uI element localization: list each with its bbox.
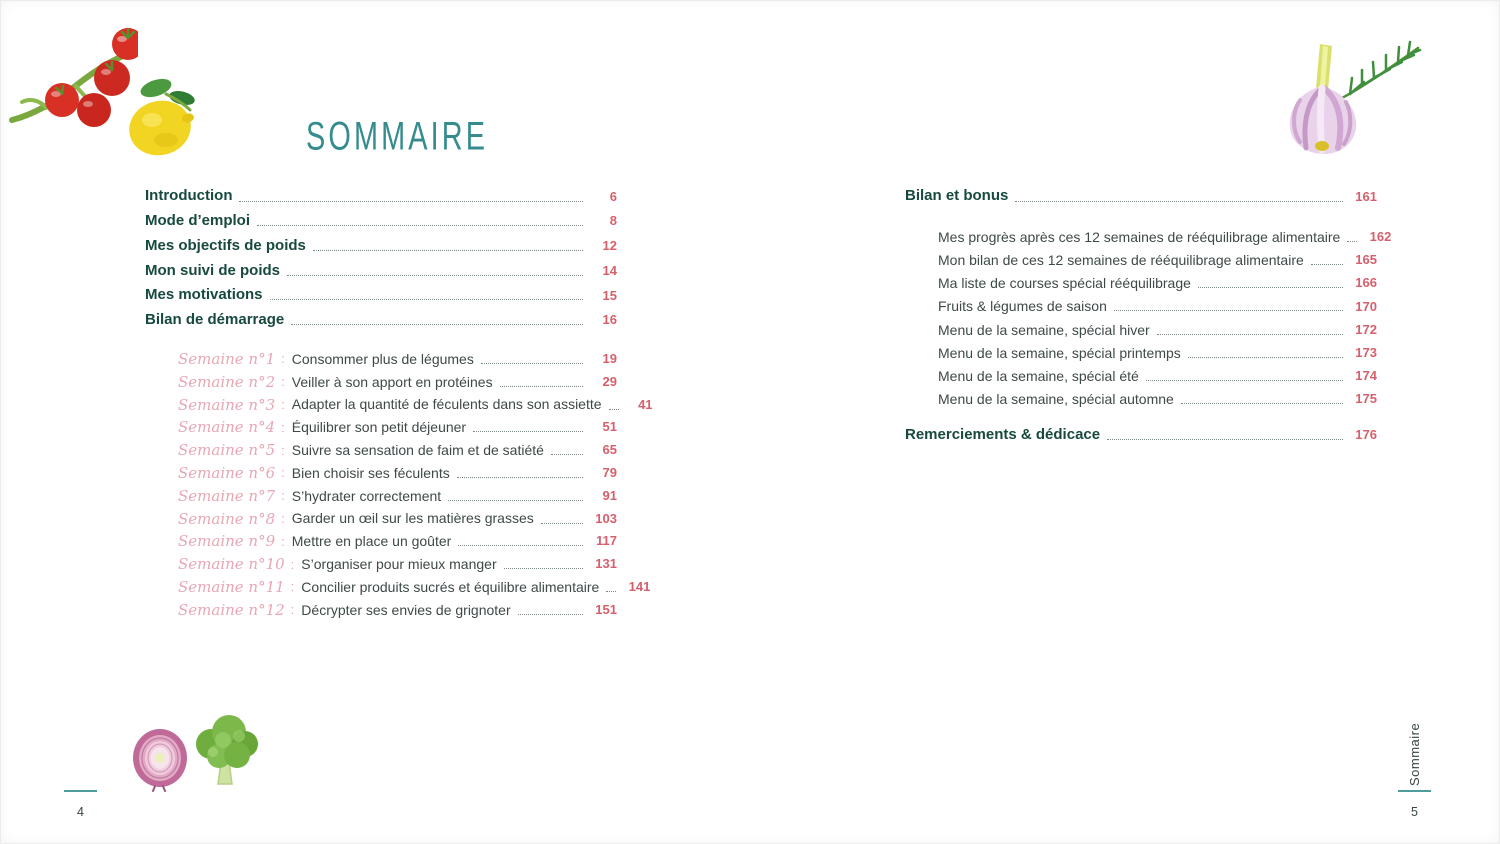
toc-entry-page-number: 174 [1355,368,1377,384]
toc-entry-page-number: 131 [595,556,617,572]
week-script-label: Semaine n°4 [178,418,276,437]
toc-entry [905,291,1377,314]
toc-top-entries [145,180,617,328]
toc-entry [145,254,617,279]
toc-entry-page-number: 176 [1355,426,1377,442]
toc-entry-label: S’hydrater correctement [291,487,442,504]
toc-entry [905,384,1377,407]
dotted-leader [1107,439,1343,440]
toc-entry-page-number: 19 [602,350,617,366]
toc-week-entry [145,572,651,596]
toc-entry-page-number: 12 [602,238,617,254]
toc-entry-label: Veiller à son apport en protéines [291,373,493,390]
week-separator: : [281,488,285,504]
toc-entry-page-number: 29 [602,373,617,389]
dotted-leader [1188,357,1343,358]
toc-week-entry [145,458,617,481]
week-script-label: Semaine n°12 [178,600,285,619]
toc-entry-label: Bilan de démarrage [145,310,285,328]
dotted-leader [518,614,583,615]
dotted-leader [239,201,583,202]
toc-right-column [905,180,1392,443]
toc-entry-label: Adapter la quantité de féculents dans son assiette [291,396,602,413]
toc-entry [905,338,1377,361]
toc-entry-page-number: 166 [1355,275,1377,291]
dotted-leader [481,363,583,364]
week-script-label: Semaine n°2 [178,372,276,391]
right-folio-number: 5 [1411,805,1418,819]
dotted-leader [551,454,583,455]
toc-entry-page-number: 172 [1355,321,1377,337]
week-separator: : [281,419,285,435]
dotted-leader [1157,334,1343,335]
toc-week-entry [145,595,617,618]
toc-entry [145,303,617,328]
toc-entry-page-number: 175 [1355,391,1377,407]
toc-entry-page-number: 162 [1369,228,1392,244]
week-script-label: Semaine n°10 [178,555,285,574]
dotted-leader [287,275,583,276]
lemon-illustration [114,68,208,167]
toc-entry-label: Suivre sa sensation de faim et de satiété [291,442,544,459]
dotted-leader [1347,241,1357,242]
toc-entry-page-number: 14 [602,262,617,278]
toc-entry-page-number: 15 [602,287,617,303]
week-separator: : [281,374,285,390]
dotted-leader [270,299,583,300]
toc-entry-label: Fruits & légumes de saison [938,298,1107,315]
week-script-label: Semaine n°7 [178,486,276,505]
toc-closing-entry [905,418,1377,443]
toc-entry-page-number: 173 [1355,344,1377,360]
toc-entry-label: Mettre en place un goûter [291,533,452,550]
toc-entry-page-number: 51 [602,419,617,435]
dotted-leader [1015,201,1343,202]
toc-entry-label: Bien choisir ses féculents [291,464,450,481]
toc-entry-label: Mon bilan de ces 12 semaines de rééquilibrage alimentaire [938,251,1304,268]
toc-week-entry [145,504,617,527]
toc-entry-label: Menu de la semaine, spécial hiver [938,321,1150,338]
left-folio-number: 4 [77,805,84,819]
week-separator: : [290,602,295,618]
toc-week-entry [145,367,617,390]
toc-entry-label: Décrypter ses envies de grignoter [301,601,511,618]
dotted-leader [448,500,583,501]
toc-entry-label: Concilier produits sucrés et équilibre alimentaire [301,578,600,595]
week-script-label: Semaine n°9 [178,532,276,551]
toc-entry [145,229,617,254]
dotted-leader [291,324,583,325]
toc-entry-page-number: 151 [595,601,617,617]
toc-entry-page-number: 141 [628,578,651,594]
toc-entry-page-number: 16 [602,312,617,328]
toc-entry-page-number: 41 [638,396,653,412]
toc-week-entry [145,344,617,367]
toc-entry-page-number: 117 [596,533,617,549]
toc-week-entry [145,435,617,458]
toc-entry [905,314,1377,337]
toc-entry-label: Introduction [145,187,233,205]
toc-entry-label: Mode d’emploi [145,212,250,230]
toc-entry-label: Mes motivations [145,286,263,304]
week-separator: : [281,396,285,412]
red-onion-illustration [129,724,191,797]
toc-entry-label: Menu de la semaine, spécial printemps [938,344,1181,361]
dotted-leader [458,545,583,546]
toc-entry-label: Mon suivi de poids [145,261,281,279]
broccoli-illustration [187,708,265,793]
toc-entry-label: Mes progrès après ces 12 semaines de rééquilibrage alimentaire [938,228,1341,245]
toc-left-column [145,180,653,619]
toc-entry-label: S’organiser pour mieux manger [301,556,497,572]
week-separator: : [290,579,295,595]
toc-entry-page-number: 161 [1355,188,1377,204]
week-script-label: Semaine n°1 [178,349,276,368]
dotted-leader [1114,310,1343,311]
dotted-leader [606,591,616,592]
toc-entry [145,205,617,230]
toc-week-entry [145,549,617,572]
dotted-leader [541,523,583,524]
toc-entry-label: Garder un œil sur les matières grasses [291,510,534,527]
toc-entry-page-number: 79 [602,464,617,480]
week-separator: : [290,556,295,572]
dotted-leader [504,568,583,569]
toc-week-entry [145,481,617,504]
dotted-leader [457,477,583,478]
toc-week-entries [145,344,653,619]
toc-entry-label: Menu de la semaine, spécial automne [938,391,1174,408]
week-separator: : [281,465,285,481]
dotted-leader [1146,380,1343,381]
toc-entry [905,361,1377,384]
toc-entry-label: Consommer plus de légumes [291,350,474,367]
week-separator: : [281,351,285,367]
left-folio-rule [64,790,97,792]
side-tab-label: Sommaire [1407,722,1422,786]
toc-week-entry [145,390,653,414]
week-separator: : [281,442,285,458]
garlic-illustration [1280,42,1366,163]
week-script-label: Semaine n°5 [178,441,276,460]
toc-entry [145,180,617,205]
toc-entry-label: Ma liste de courses spécial rééquilibrage [938,275,1191,292]
toc-entry-label: Équilibrer son petit déjeuner [291,419,467,436]
toc-entry-page-number: 65 [602,442,617,458]
toc-section-header [905,180,1377,205]
dotted-leader [313,250,583,251]
week-script-label: Semaine n°11 [178,577,285,596]
week-separator: : [281,510,285,526]
right-folio-rule [1398,790,1431,792]
dotted-leader [1198,287,1343,288]
dotted-leader [1311,264,1343,265]
toc-entry-page-number: 8 [609,213,617,229]
dotted-leader [1181,403,1343,404]
toc-entry-page-number: 165 [1355,252,1377,268]
toc-entry [145,279,617,304]
toc-week-entry [145,527,617,550]
dotted-leader [500,386,583,387]
toc-entry-page-number: 91 [602,487,617,503]
page-title: SOMMAIRE [306,114,489,159]
toc-entry-label: Menu de la semaine, spécial été [938,367,1139,384]
toc-entry [905,245,1377,268]
toc-entry [905,268,1377,291]
toc-entry [905,222,1392,245]
week-separator: : [281,533,285,549]
week-script-label: Semaine n°3 [178,395,276,414]
toc-entry-page-number: 6 [609,188,617,204]
toc-entry-page-number: 103 [595,510,617,526]
week-script-label: Semaine n°6 [178,463,276,482]
toc-entry-label: Mes objectifs de poids [145,236,306,254]
toc-entry-label: Remerciements & dédicace [905,425,1101,443]
week-script-label: Semaine n°8 [178,509,276,528]
toc-entry-page-number: 170 [1355,298,1377,314]
dotted-leader [473,431,583,432]
toc-bonus-entries [905,222,1392,408]
toc-entry-label: Bilan et bonus [905,187,1009,205]
dotted-leader [609,409,619,410]
toc-week-entry [145,413,617,436]
dotted-leader [257,225,583,226]
